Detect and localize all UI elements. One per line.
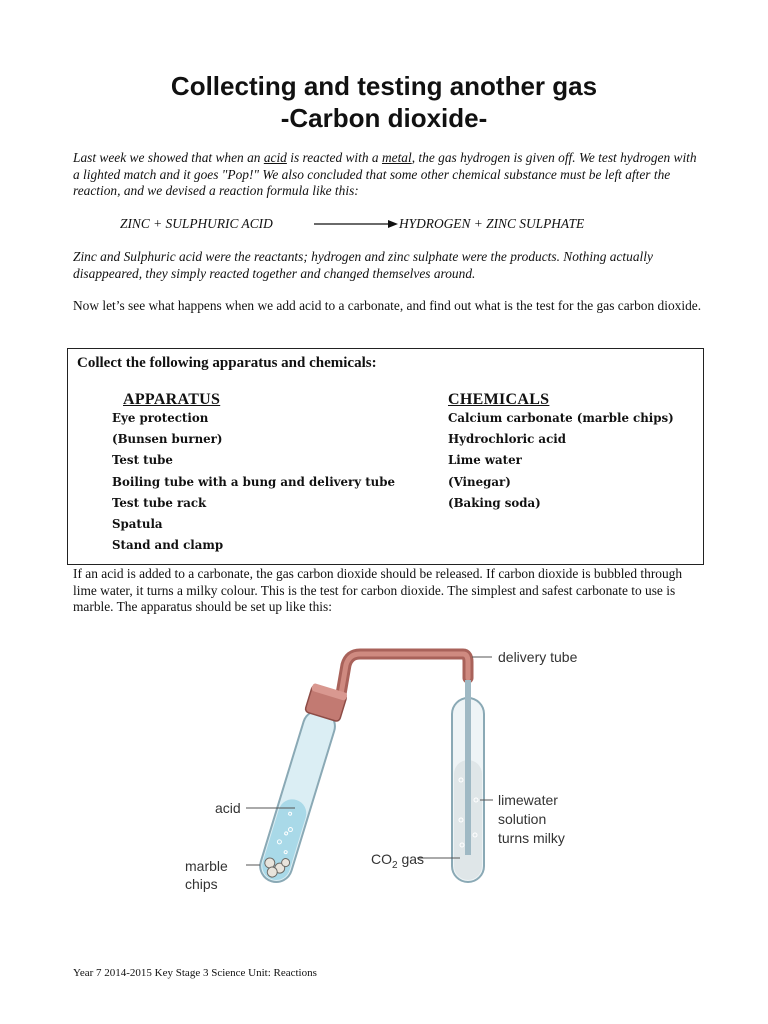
page-footer: Year 7 2014-2015 Key Stage 3 Science Unit: Reactions	[73, 967, 317, 979]
co2-subscript: 2	[392, 860, 398, 871]
chemicals-heading: CHEMICALS	[448, 391, 550, 408]
list-item: Hydrochloric acid	[448, 432, 566, 447]
chips-label: chips	[185, 876, 218, 892]
test-tube	[452, 696, 484, 882]
intro-paragraph	[73, 150, 703, 200]
list-item: Test tube	[112, 453, 173, 468]
reaction-arrow-icon	[314, 218, 398, 230]
list-item: (Bunsen burner)	[112, 432, 223, 447]
metal-word: metal	[381, 150, 412, 165]
list-item: Stand and clamp	[112, 538, 224, 553]
list-item: (Baking soda)	[448, 495, 541, 510]
co2-gas-label	[371, 851, 424, 871]
reactants-paragraph: Zinc and Sulphuric acid were the reactants; hydrogen and zinc sulphate were the products. Nothing actually disappeared, they simply reacted together and changed themselves around.	[73, 249, 653, 281]
boiling-tube	[254, 683, 347, 887]
apparatus-box	[67, 348, 704, 565]
co2-text: CO	[371, 851, 392, 867]
list-item: Spatula	[112, 516, 163, 531]
limewater-label: limewater	[498, 792, 558, 808]
limewater-label: turns milky	[498, 830, 565, 846]
equation-products: HYDROGEN + ZINC SULPHATE	[399, 216, 585, 231]
apparatus-diagram	[180, 630, 600, 900]
list-item: Eye protection	[112, 411, 209, 425]
co2-gas-text: gas	[397, 851, 425, 867]
acid-label: acid	[215, 800, 241, 816]
delivery-tube-label: delivery tube	[498, 649, 578, 665]
apparatus-box-heading: Collect the following apparatus and chemicals:	[77, 355, 377, 371]
list-item: (Vinegar)	[448, 474, 511, 489]
list-item: Test tube rack	[112, 495, 207, 510]
chemicals-list	[448, 409, 674, 515]
test-paragraph: If an acid is added to a carbonate, the gas carbon dioxide should be released. If carbon dioxide is bubbled through lime water, it turns a milky colour. This is the test for carbon dioxide. The simplest and safest carbonate to use is marble. The apparatus should be set up like this:	[73, 566, 683, 614]
intro-text: is reacted with a	[286, 150, 382, 165]
acid-word: acid	[263, 150, 287, 165]
equation-reactants: ZINC + SULPHURIC ACID	[120, 216, 273, 231]
carbonate-intro-paragraph: Now let’s see what happens when we add acid to a carbonate, and find out what is the test for the gas carbon dioxide.	[73, 298, 702, 313]
intro-text: , the gas hydrogen is given off. We test hydrogen with a lighted match and it goes "Pop!" We also concluded that some other chemical substance must be left after the reaction, and we devised a reaction formula like this:	[73, 150, 697, 198]
apparatus-list	[112, 409, 395, 557]
list-item: Calcium carbonate (marble chips)	[448, 411, 674, 425]
list-item: Boiling tube with a bung and delivery tube	[112, 474, 395, 489]
delivery-tube-highlight	[340, 654, 468, 700]
page-subtitle: -Carbon dioxide-	[280, 103, 488, 133]
marble-label: marble	[185, 858, 228, 874]
list-item: Lime water	[448, 453, 522, 468]
limewater-label: solution	[498, 811, 547, 827]
delivery-tube	[340, 654, 468, 700]
reaction-equation	[120, 216, 680, 234]
apparatus-heading: APPARATUS	[123, 391, 221, 408]
page-title: Collecting and testing another gas	[170, 71, 598, 101]
intro-text: Last week we showed that when an	[73, 150, 264, 165]
